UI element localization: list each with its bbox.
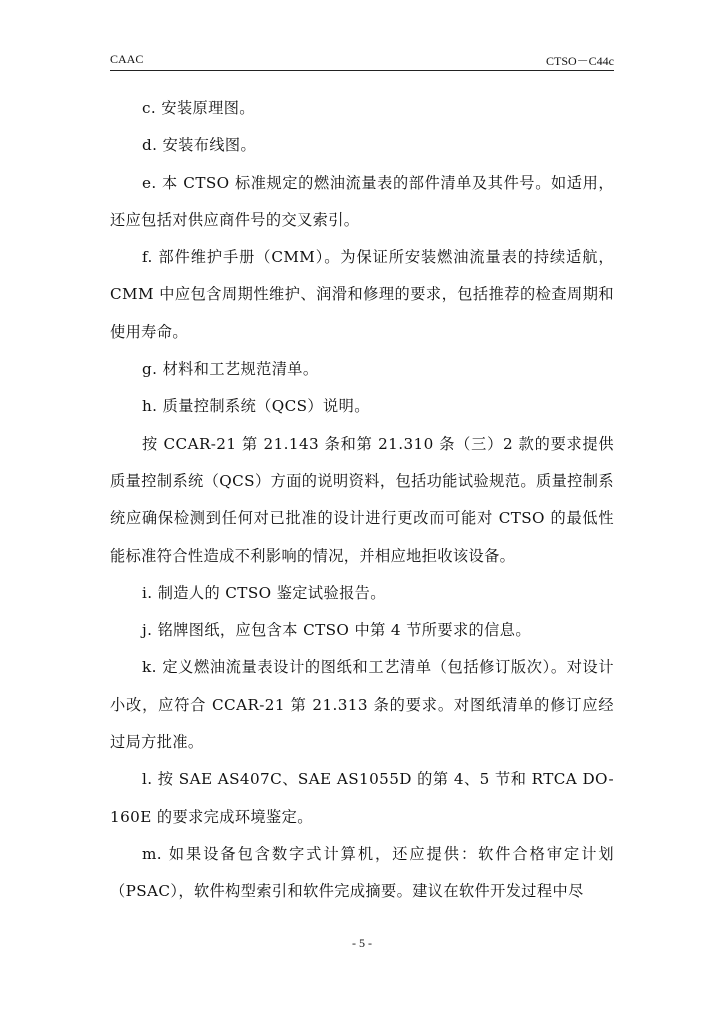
paragraph-item-d: d. 安装布线图。 xyxy=(142,136,257,155)
header-doc-id: CTSO－C44c xyxy=(545,54,614,68)
header-org: CAAC xyxy=(110,52,144,66)
paragraph-item-c: c. 安装原理图。 xyxy=(142,99,255,117)
document-body xyxy=(110,90,614,911)
page-number: - 5 - xyxy=(352,936,372,950)
paragraph-item-m: m. 如果设备包含数字式计算机，还应提供：软件合格审定计划（PSAC），软件构型索引和软件完成摘要。建议在软件开发过程中尽 xyxy=(110,844,614,901)
paragraph-item-j: j. 铭牌图纸，应包含本 CTSO 中第 4 节所要求的信息。 xyxy=(142,621,531,640)
paragraph-item-l: l. 按 SAE AS407C、SAE AS1055D 的第 4、5 节和 RTCA DO-160E 的要求完成环境鉴定。 xyxy=(110,770,614,826)
paragraph-item-g: g. 材料和工艺规范清单。 xyxy=(142,360,319,379)
paragraph-item-f: f. 部件维护手册（CMM）。为保证所安装燃油流量表的持续适航，CMM 中应包含周期性维护、润滑和修理的要求，包括推荐的检查周期和使用寿命。 xyxy=(110,248,614,341)
paragraph-item-k: k. 定义燃油流量表设计的图纸和工艺清单（包括修订版次）。对设计小改，应符合 CCAR-21 第 21.313 条的要求。对图纸清单的修订应经过局方批准。 xyxy=(110,658,614,752)
paragraph-qcs-detail: 按 CCAR-21 第 21.143 条和第 21.310 条（三）2 款的要求提供质量控制系统（QCS）方面的说明资料，包括功能试验规范。质量控制系统应确保检测到任何对已批准的设计进行更改而可能对 CTSO 的最低性能标准符合性造成不利影响的情况，并相应地拒收该设备。 xyxy=(110,434,614,565)
paragraph-item-i: i. 制造人的 CTSO 鉴定试验报告。 xyxy=(142,583,386,602)
paragraph-item-h: h. 质量控制系统（QCS）说明。 xyxy=(142,397,370,416)
page-header xyxy=(110,52,614,71)
paragraph-item-e: e. 本 CTSO 标准规定的燃油流量表的部件清单及其件号。如适用，还应包括对供应商件号的交叉索引。 xyxy=(110,173,614,229)
